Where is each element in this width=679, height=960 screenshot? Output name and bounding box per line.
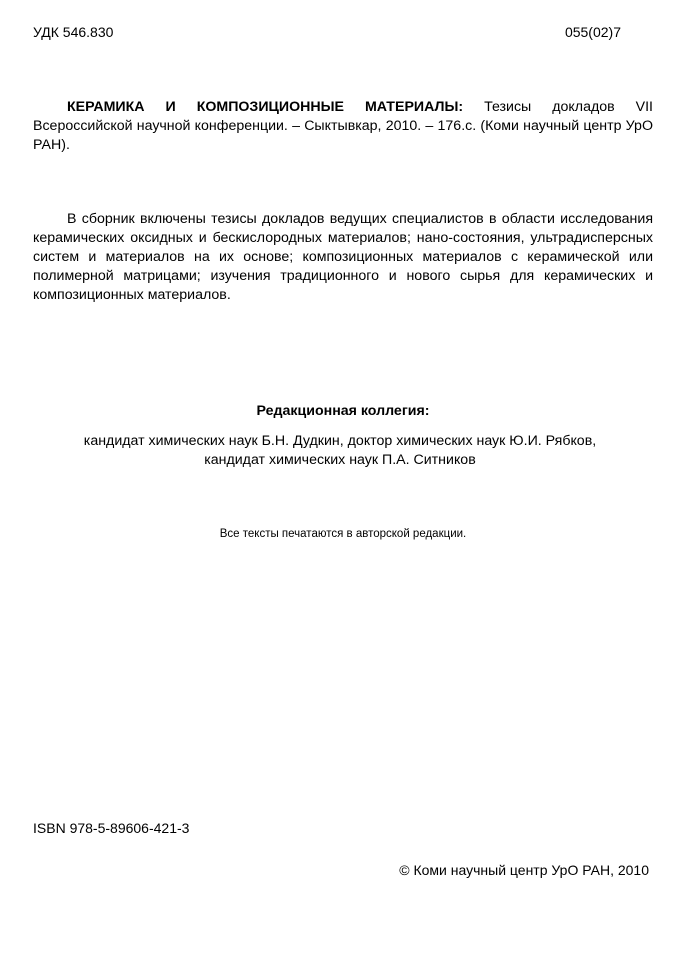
book-details: Тезисы докладов VII Всероссийской научной конференции. – Сыктывкар, 2010. – 176.с. (Коми научный центр УрО РАН). [33, 99, 653, 153]
editorial-board-title: Редакционная коллегия: [256, 403, 430, 419]
bibliographic-description [33, 98, 653, 155]
isbn: ISBN 978-5-89606-421-3 [33, 820, 190, 836]
udk-code: УДК 546.830 [33, 24, 114, 40]
abstract-paragraph: В сборник включены тезисы докладов ведущих специалистов в области исследования керамических оксидных и бескислородных материалов; нано-состояния, ультрадисперсных систем и материалов на их основе; композиционных материалов с керамической или полимерной матрицами; изучения традиционного и нового сырья для керамических и композиционных материалов. [33, 211, 653, 303]
author-edition-note: Все тексты печатаются в авторской редакции. [219, 528, 467, 540]
editorial-board-line-1: кандидат химических наук Б.Н. Дудкин, доктор химических наук Ю.И. Рябков, [83, 433, 597, 449]
copyright: © Коми научный центр УрО РАН, 2010 [399, 862, 649, 878]
book-title: КЕРАМИКА И КОМПОЗИЦИОННЫЕ МАТЕРИАЛЫ: [67, 99, 464, 115]
classification-code: 055(02)7 [564, 24, 621, 40]
editorial-board-line-2: кандидат химических наук П.А. Ситников [204, 452, 476, 468]
